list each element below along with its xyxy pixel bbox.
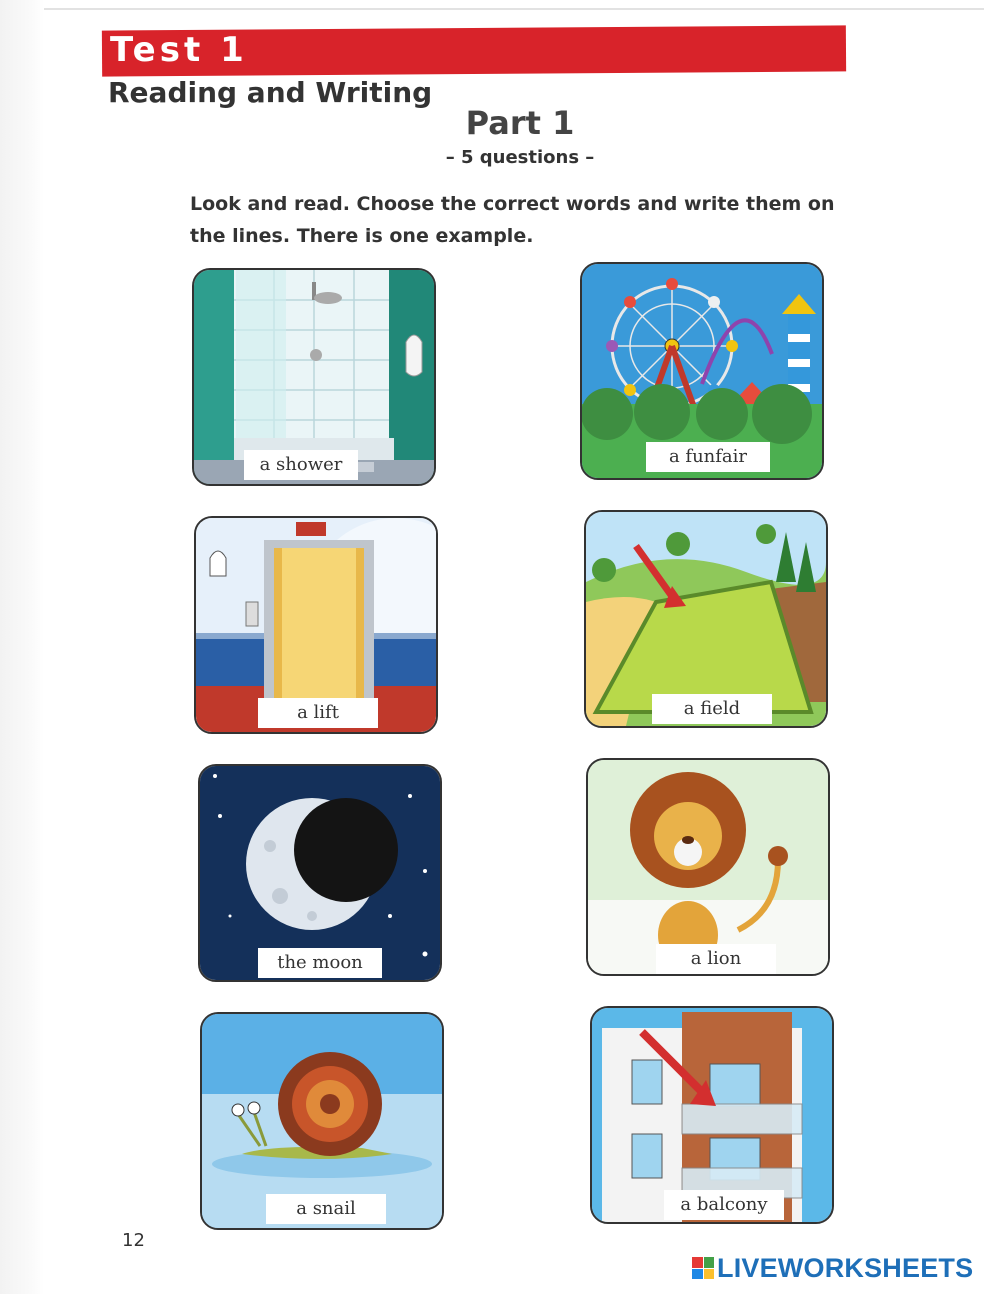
section-title: Reading and Writing bbox=[108, 76, 433, 109]
picture-card-field bbox=[584, 510, 828, 728]
instructions: Look and read. Choose the correct words and write them on the lines. There is one example. bbox=[190, 193, 835, 247]
picture-card-lift bbox=[194, 516, 438, 734]
test-label: Test 1 bbox=[110, 30, 248, 70]
lion-icon bbox=[588, 760, 828, 974]
caption-shower: a shower bbox=[244, 450, 358, 480]
caption-lion: a lion bbox=[656, 944, 776, 974]
picture-card-moon bbox=[198, 764, 442, 982]
caption-snail: a snail bbox=[266, 1194, 386, 1224]
logo-text: LIVEWORKSHEETS bbox=[717, 1252, 974, 1283]
top-divider bbox=[44, 8, 984, 10]
logo-mark-icon bbox=[692, 1257, 714, 1279]
part-title: Part 1 bbox=[465, 104, 575, 142]
question-count: – 5 questions – bbox=[445, 147, 595, 168]
caption-funfair: a funfair bbox=[646, 442, 770, 472]
caption-moon: the moon bbox=[258, 948, 382, 978]
liveworksheets-logo bbox=[692, 1252, 973, 1284]
caption-balcony: a balcony bbox=[664, 1190, 784, 1220]
picture-card-funfair bbox=[580, 262, 824, 480]
caption-lift: a lift bbox=[258, 698, 378, 728]
picture-card-snail bbox=[200, 1012, 444, 1230]
picture-card-shower bbox=[192, 268, 436, 486]
page-number: 12 bbox=[122, 1230, 145, 1251]
picture-card-balcony bbox=[590, 1006, 834, 1224]
picture-card-lion bbox=[586, 758, 830, 976]
caption-field: a field bbox=[652, 694, 772, 724]
page-edge bbox=[0, 0, 44, 1294]
